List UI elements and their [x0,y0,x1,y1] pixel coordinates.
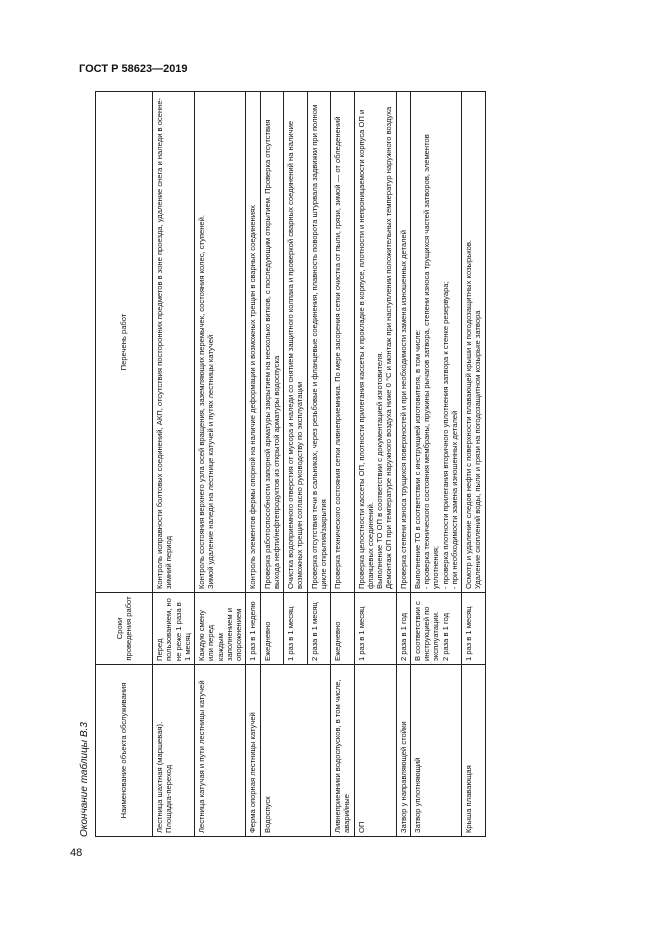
term-cell [153,593,195,665]
term-cell [331,593,355,665]
works-cell [260,92,284,593]
works-cell [307,92,331,593]
works-cell [462,92,486,593]
term-cell [246,593,260,665]
term-cell-text: 1 раз в 1 месяц [464,606,473,661]
object-cell [246,665,260,837]
term-cell-text: 1 раз в 1 неделю [248,601,258,661]
works-cell [246,92,260,593]
works-cell-text: Зимой удаление наледи на лестнице катучей и путях лестницы катучей [206,334,216,589]
table-row [354,92,396,837]
object-cell [354,665,396,837]
term-cell-text: 2 раза в 1 год [398,612,408,661]
object-cell [410,665,461,837]
term-cell-text: 2 раза в 1 год [440,612,450,661]
object-cell-text: Лестница катучая и пути лестницы катучей [197,680,206,833]
term-cell [410,593,461,665]
object-cell [396,665,410,837]
term-cell [396,593,410,665]
table-row [396,92,410,837]
term-cell [354,593,396,665]
term-cell-text: 1 раз в 1 месяц [286,606,295,661]
term-cell [462,593,486,665]
works-cell-text: Удаление скоплений воды, пыли и грязи на погодозащитном козырьке затвора [473,310,483,589]
works-cell [284,92,308,593]
works-cell-text: Проверка отсутствия течи в сальниках, через резьбовые и фланцевые соединения, плавность поворота штурвала задвижки при полном цикле открытия/закрытия [309,104,328,589]
table-caption: Окончание таблицы В.3 [79,722,90,837]
works-cell [331,92,355,593]
object-cell [153,665,195,837]
term-cell [284,593,308,665]
rotated-table-block [79,92,609,837]
term-cell-text: Ежедневно [333,621,342,661]
table-row [153,92,195,837]
works-cell-text: - проверка технического состояния мембраны, пружины рычагов затвора, степени износа трущихся частей затворов, элементов уплотнения; [422,134,441,589]
works-cell [153,92,195,593]
works-cell [396,92,410,593]
works-cell-text: Проверка работоспособности запорной арматуры закрытием на несколько витков, с последующим открытием. Проверка отсутствия выхода нефти/нефтепродуктов из открытой арматуры водоспуска [262,119,281,589]
term-cell [307,593,331,665]
term-cell-text: 2 раза в 1 месяц [309,602,319,661]
object-cell [331,665,355,837]
term-cell [260,593,284,665]
standard-header: ГОСТ Р 58623—2019 [79,63,188,75]
works-cell-text: Контроль элементов фермы опорной на наличие деформации и возможных трещин в сварных соединениях [248,205,258,589]
works-cell-text: Осмотр и удаление следов нефти с поверхности плавающей крыши и погодозащитных козырьков. [464,240,473,589]
works-cell [410,92,461,593]
works-cell [195,92,246,593]
table-row [331,92,355,837]
works-cell-text: - при необходимости замена изношенных деталей [449,410,459,589]
object-cell-text: ОП [356,821,366,833]
object-cell-text: Площадка-переход [164,764,174,833]
table-row [195,92,246,837]
term-cell-text: 1 раз в 1 месяц [356,606,366,661]
term-cell-text: Перед пользованием, но не реже 1 раза в 1 месяц [155,598,192,661]
column-header-object: Наименование объекта обслуживания [96,665,153,837]
works-cell [354,92,396,593]
table-row [260,92,284,837]
object-cell-text: Водоспуск [262,796,272,833]
term-cell-text: В соответствии с инструкцией по эксплуатации. [412,601,441,661]
works-cell-text: Выполнение ТО в соответствии с инструкцией изготовителя, в том числе: [412,329,422,589]
object-cell-text: Крыша плавающая [464,765,473,833]
term-cell-text: Ежедневно [262,621,272,661]
object-cell-text: Затвор уплотняющий [412,757,422,833]
object-cell [260,665,331,837]
works-cell-text: Проверка технического состояния сетки ливнеприемника. По мере засорения сетки очистка от пыли, грязи, зимой — от обледенений [333,116,342,589]
object-cell [462,665,486,837]
maintenance-table [95,91,486,837]
table-row [410,92,461,837]
page-number: 48 [70,847,83,859]
works-cell-text: Проверка степени износа трущихся поверхностей и при необходимости замена изношенных деталей [398,229,408,589]
object-cell [195,665,246,837]
object-cell-text: Ферма опорная лестницы катучей [248,712,258,833]
table-row [462,92,486,837]
object-cell-text: Затвор у направляющей стойки [398,721,408,833]
term-cell-text: Каждую смену или перед каждым заполнением и опорожнением [197,608,243,661]
object-cell-text: Ливнеприемники водоспусков, в том числе, аварийные [333,679,352,833]
works-cell-text: Проверка целостности кассеты ОП, плотности прилегания кассеты к прокладке в корпусе, плотности и непроницаемости корпуса ОП и фланцевых соединений. [356,109,375,589]
term-cell [195,593,246,665]
works-cell-text: Очистка водоприемного отверстия от мусора и наледи со снятием защитного колпака и проверкой сварных соединений на наличие возможных трещин согласно руководству по эксплуатации [286,120,305,589]
works-cell-text: - проверка плотности прилегания вторичного уплотнения затвора к стенке резервуара; [440,281,450,589]
object-cell-text: Лестница шахтная (маршевая). [155,721,164,833]
works-cell-text: Контроль исправности болтовых соединений, АКП, отсутствия посторонних предметов в зоне проезда, удаление снега и наледи в осенне-зимний период [155,97,174,589]
column-header-works: Перечень работ [96,92,153,593]
column-header-term: Сроки проведения работ [96,593,153,665]
works-cell-text: Контроль состояния верхнего узла осей вращения, заземляющих перемычек, состояния колес, ступеней. [197,215,206,589]
table-body [153,92,486,837]
works-cell-text: Выполнение ТО ОП в соответствии с документацией изготовителя. [375,351,384,589]
table-row [246,92,260,837]
works-cell-text: Демонтаж ОП при температуре наружного воздуха ниже 0 °С и монтаж при наступлении положительных температур наружного воздуха [384,106,394,589]
